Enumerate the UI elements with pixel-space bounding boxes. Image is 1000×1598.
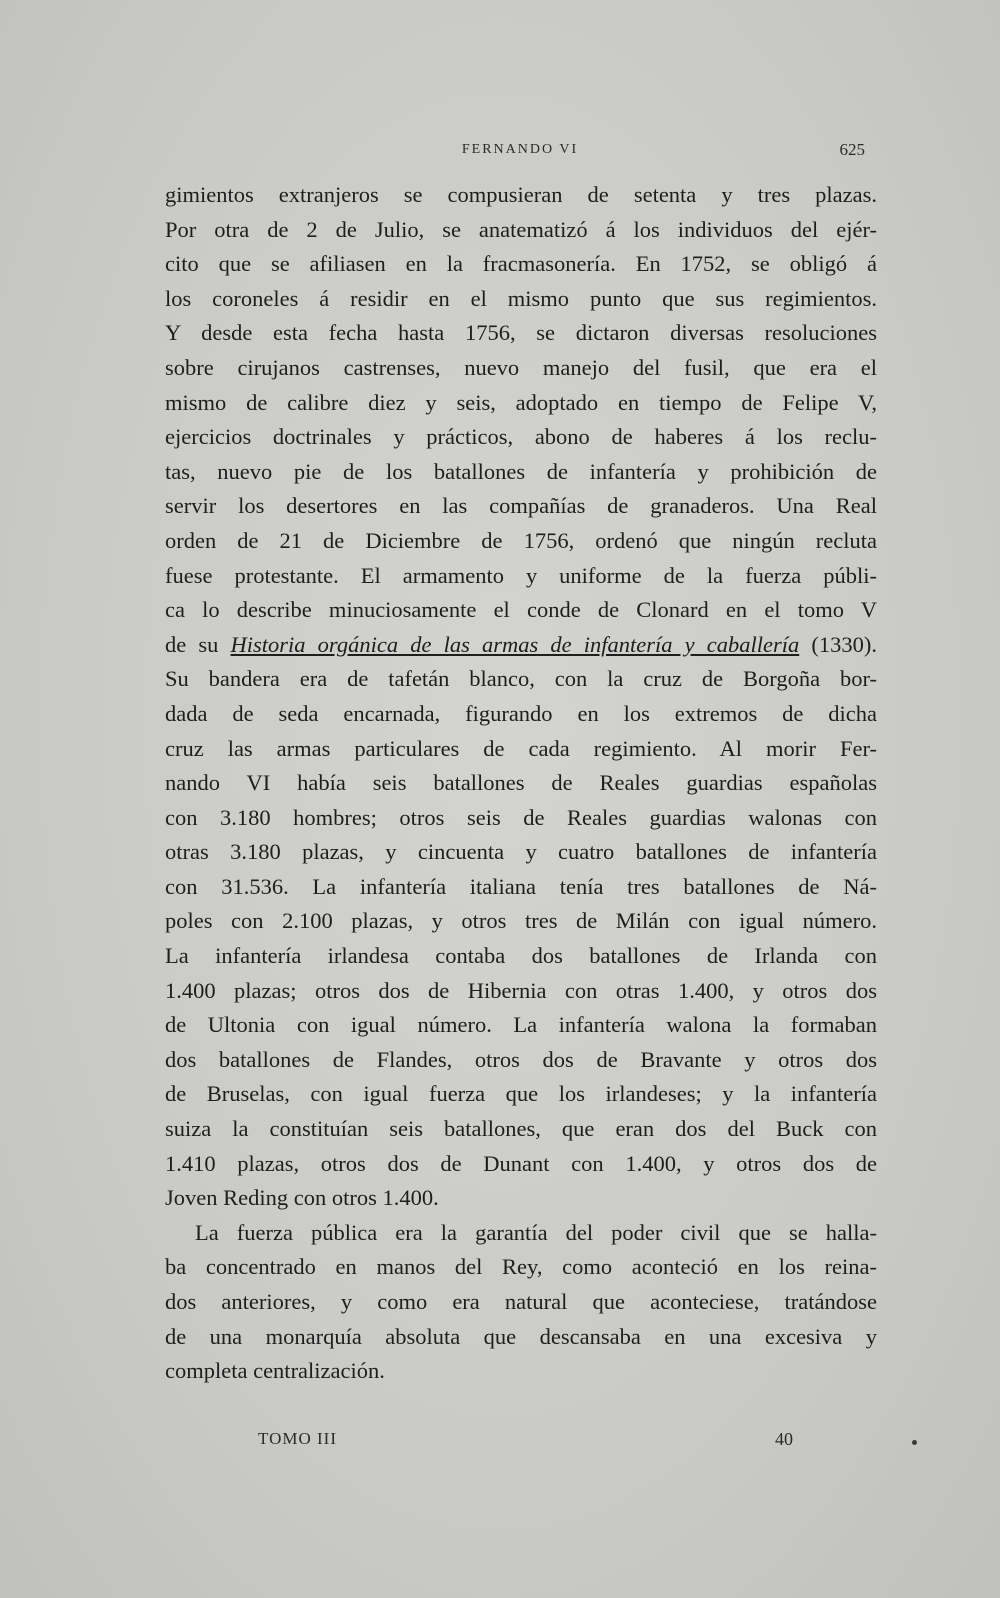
text-line: servir los desertores en las compañías de granaderos. Una Real: [165, 493, 877, 519]
text-line: Su bandera era de tafetán blanco, con la cruz de Borgoña bor-: [165, 666, 877, 692]
text-line: tas, nuevo pie de los batallones de infantería y prohibición de: [165, 458, 877, 484]
line-suffix: (1330).: [799, 631, 877, 657]
running-head: [165, 138, 875, 164]
text-line: 1.400 plazas; otros dos de Hibernia con otras 1.400, y otros dos: [165, 977, 877, 1003]
text-line: otras 3.180 plazas, y cincuenta y cuatro batallones de infantería: [165, 839, 877, 865]
text-line: con 31.536. La infantería italiana tenía tres batallones de Ná-: [165, 873, 877, 899]
text-line: cruz las armas particulares de cada regimiento. Al morir Fer-: [165, 735, 877, 761]
text-line: ba concentrado en manos del Rey, como aconteció en los reina-: [165, 1254, 877, 1280]
volume-label: TOMO III: [258, 1429, 337, 1448]
text-line: poles con 2.100 plazas, y otros tres de Milán con igual número.: [165, 908, 877, 934]
text-line: completa centralización.: [165, 1358, 385, 1384]
running-title: FERNANDO VI: [461, 142, 579, 157]
text-line: los coroneles á residir en el mismo punto que sus regimientos.: [165, 285, 877, 311]
text-line: dos batallones de Flandes, otros dos de Bravante y otros dos: [165, 1046, 877, 1072]
text-line: Y desde esta fecha hasta 1756, se dictaron diversas resoluciones: [165, 320, 877, 346]
text-line: de Ultonia con igual número. La infantería walona la formaban: [165, 1012, 877, 1038]
text-line: suiza la constituían seis batallones, que eran dos del Buck con: [165, 1116, 877, 1142]
text-line: nando VI había seis batallones de Reales guardias españolas: [165, 770, 877, 796]
text-line: gimientos extranjeros se compusieran de setenta y tres plazas.: [165, 182, 877, 207]
text-line: con 3.180 hombres; otros seis de Reales guardias walonas con: [165, 804, 877, 830]
ink-speck: [912, 1440, 917, 1445]
text-line: mismo de calibre diez y seis, adoptado en tiempo de Felipe V,: [165, 389, 877, 415]
line-prefix: de su: [165, 631, 231, 657]
book-title: Historia orgánica de las armas de infantería y caballería: [230, 631, 800, 657]
text-line: orden de 21 de Diciembre de 1756, ordenó que ningún recluta: [165, 527, 877, 553]
body-text: [165, 178, 877, 1389]
page-number: 625: [839, 140, 865, 159]
text-line: Joven Reding con otros 1.400.: [165, 1185, 439, 1211]
text-line: sobre cirujanos castrenses, nuevo manejo del fusil, que era el: [165, 354, 877, 380]
page-footer: [165, 1425, 877, 1455]
text-line: La infantería irlandesa contaba dos batallones de Irlanda con: [165, 943, 877, 969]
text-line: de Bruselas, con igual fuerza que los irlandeses; y la infantería: [165, 1081, 877, 1107]
text-line: Por otra de 2 de Julio, se anatematizó á los individuos del ejér-: [165, 216, 877, 242]
signature-mark: 40: [775, 1429, 793, 1449]
text-line: ca lo describe minuciosamente el conde de Clonard en el tomo V: [165, 597, 877, 623]
text-line: dos anteriores, y como era natural que aconteciese, tratándose: [165, 1289, 877, 1314]
text-line: de una monarquía absoluta que descansaba en una excesiva y: [165, 1323, 877, 1349]
text-line: cito que se afiliasen en la fracmasonería. En 1752, se obligó á: [165, 251, 877, 277]
text-line: fuese protestante. El armamento y uniforme de la fuerza públi-: [165, 562, 877, 588]
text-line: dada de seda encarnada, figurando en los extremos de dicha: [165, 700, 877, 726]
text-line-book-title: [165, 628, 877, 663]
text-line: ejercicios doctrinales y prácticos, abono de haberes á los reclu-: [165, 424, 877, 450]
text-line: La fuerza pública era la garantía del poder civil que se halla-: [195, 1219, 877, 1245]
text-line: 1.410 plazas, otros dos de Dunant con 1.400, y otros dos de: [165, 1150, 877, 1176]
